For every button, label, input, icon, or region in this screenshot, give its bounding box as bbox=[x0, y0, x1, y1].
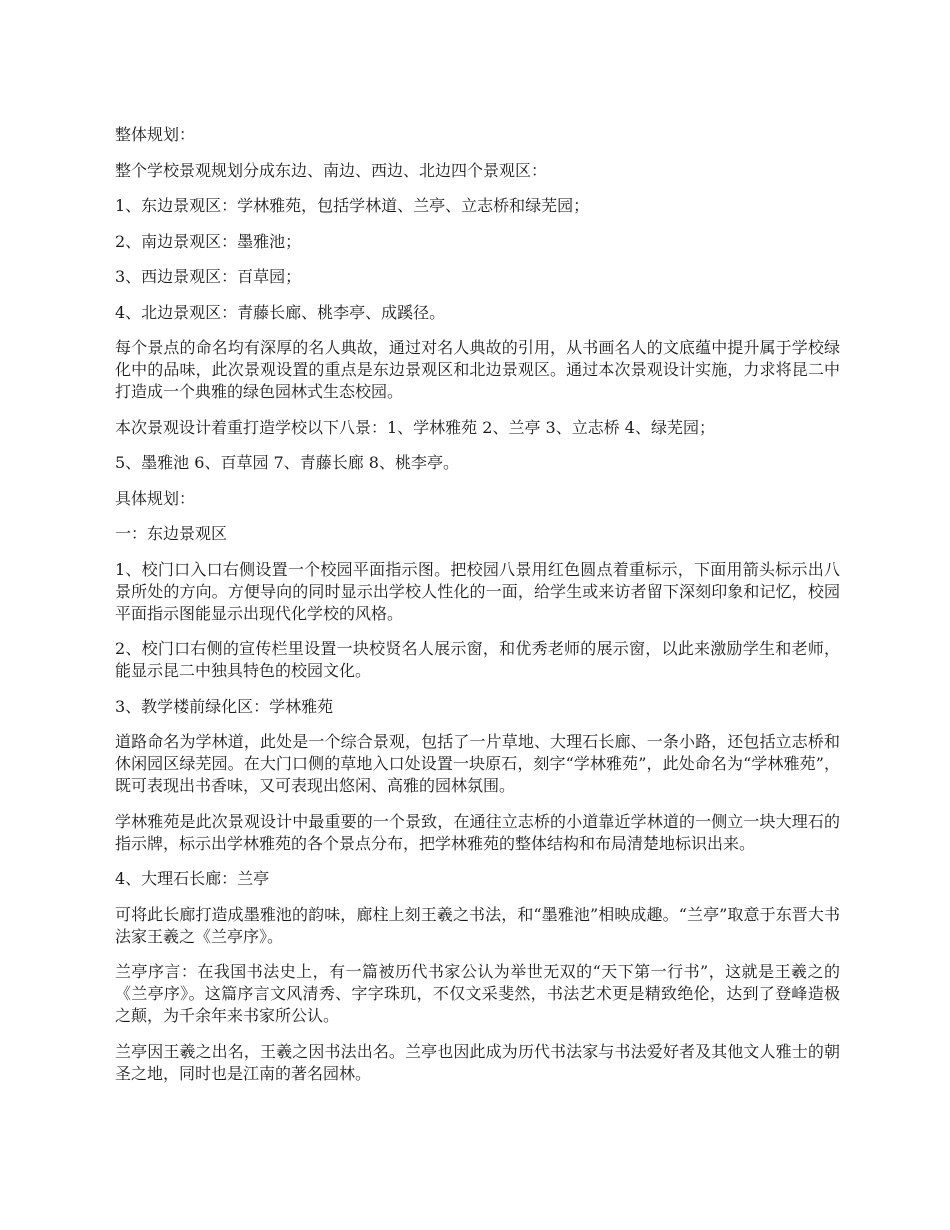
section-heading-overall-plan: 整体规划： bbox=[115, 125, 196, 144]
paragraph-campus-map: 1、校门口入口右侧设置一个校园平面指示图。把校园八景用红色圆点着重标示，下面用箭头标示出八景所处的方向。方便导向的同时显示出学校人性化的一面，给学生或来访者留下深刻印象和记忆，校园平面指示图能显示出现代化学校的风格。 bbox=[115, 559, 840, 623]
paragraph-eight-scenes-part1: 本次景观设计着重打造学校以下八景：1、学林雅苑 2、兰亭 3、立志桥 4、绿芜园； bbox=[115, 417, 715, 437]
paragraph-eight-scenes-part2: 5、墨雅池 6、百草园 7、青藤长廊 8、桃李亭。 bbox=[115, 453, 459, 472]
item-heading-lanting: 4、大理石长廊：兰亭 bbox=[115, 869, 270, 888]
paragraph-zones-intro: 整个学校景观规划分成东边、南边、西边、北边四个景观区： bbox=[115, 160, 548, 180]
paragraph-showcase-window: 2、校门口右侧的宣传栏里设置一块校贤名人展示窗，和优秀老师的展示窗，以此来激励学生和老师，能显示昆二中独具特色的校园文化。 bbox=[115, 639, 840, 680]
list-item-north-zone: 4、北边景观区：青藤长廊、桃李亭、成蹊径。 bbox=[115, 302, 446, 322]
paragraph-lanting-preface: 兰亭序言：在我国书法史上，有一篇被历代书家公认为举世无双的“天下第一行书”，这就是王羲之的《兰亭序》。这篇序言文风清秀、字字珠玑，不仅文采斐然，书法艺术更是精致绝伦，达到了登峰造极之颠，为千余年来书家所公认。 bbox=[115, 962, 840, 1025]
list-item-east-zone: 1、东边景观区：学林雅苑，包括学林道、兰亭、立志桥和绿芜园； bbox=[115, 196, 590, 215]
paragraph-xuelin-road: 道路命名为学林道，此处是一个综合景观，包括了一片草地、大理石长廊、一条小路，还包括立志桥和休闲园区绿芜园。在大门口侧的草地入口处设置一块原石，刻字“学林雅苑”，此处命名为“学林雅苑”，既可表现出书香味，又可表现出悠闲、高雅的园林氛围。 bbox=[115, 732, 840, 795]
paragraph-xuelin-signboard: 学林雅苑是此次景观设计中最重要的一个景致，在通往立志桥的小道靠近学林道的一侧立一块大理石的指示牌，标示出学林雅苑的各个景点分布，把学林雅苑的整体结构和布局清楚地标识出来。 bbox=[115, 811, 840, 853]
document-body bbox=[115, 124, 840, 1098]
paragraph-corridor-calligraphy: 可将此长廊打造成墨雅池的韵味，廊柱上刻王羲之书法，和“墨雅池”相映成趣。“兰亭”取意于东晋大书法家王羲之《兰亭序》。 bbox=[115, 904, 840, 946]
list-item-west-zone: 3、西边景观区：百草园； bbox=[115, 267, 302, 286]
list-item-south-zone: 2、南边景观区：墨雅池； bbox=[115, 231, 302, 251]
subsection-heading-east-zone: 一：东边景观区 bbox=[115, 524, 228, 543]
paragraph-naming-allusions: 每个景点的命名均有深厚的名人典故，通过对名人典故的引用，从书画名人的文底蕴中提升属于学校绿化中的品味，此次景观设置的重点是东边景观区和北边景观区。通过本次景观设计实施，力求将昆二中打造成一个典雅的绿色园林式生态校园。 bbox=[115, 338, 840, 401]
paragraph-lanting-fame: 兰亭因王羲之出名，王羲之因书法出名。兰亭也因此成为历代书法家与书法爱好者及其他文人雅士的朝圣之地，同时也是江南的著名园林。 bbox=[115, 1041, 840, 1083]
item-heading-xuelin-yayuan: 3、教学楼前绿化区：学林雅苑 bbox=[115, 696, 334, 716]
section-heading-detailed-plan: 具体规划： bbox=[115, 488, 196, 508]
